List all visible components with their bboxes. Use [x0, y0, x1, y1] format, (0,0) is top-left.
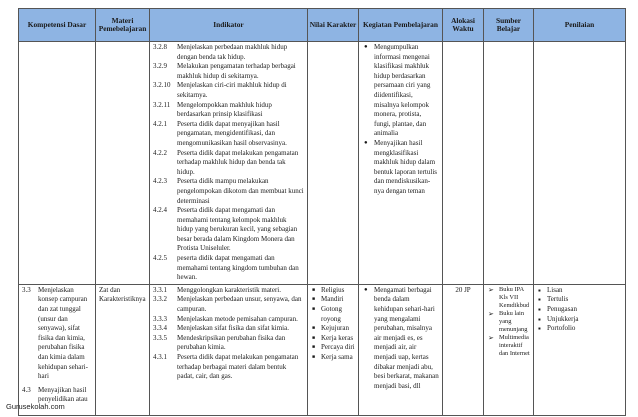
header-penilaian: Penilaian	[534, 9, 626, 42]
item-number: 4.3.1	[153, 353, 167, 361]
numbered-item	[153, 81, 304, 100]
item-number: 3.3	[22, 285, 31, 294]
nilai-item: ■ Mandiri	[321, 295, 355, 305]
numbered-item	[153, 177, 304, 206]
item-number: 3.3.1	[153, 285, 167, 294]
sumber-item: ➢ Multimedia interaktif dan Internet	[499, 334, 530, 358]
numbered-item	[153, 101, 304, 120]
item-number: 3.2.10	[153, 81, 171, 90]
item-text: Menjelaskan ciri-ciri makhluk hidup di sekitarnya.	[177, 81, 287, 99]
header-sumber: Sumber Belajar	[484, 9, 534, 42]
item-text: Menjelaskan sifat fisika dan sifat kimia.	[177, 324, 289, 333]
kegiatan-item: ● Menyajikan hasil mengklasifikasi makhluk hidup dalam bentuk laporan tertulis dan mendiskusikan-nya dengan teman	[374, 139, 439, 197]
item-text: Menjelaskan konsep campuran dan zat tunggal (unsur dan senyawa), sifat fisika dan kimia, perubahan fisika dan kimia dalam kehidupan sehari-hari	[38, 285, 88, 381]
item-text: peserta didik dapat mengamati dan memahami tentang kingdom tumbuhan dan hewan.	[177, 254, 299, 282]
row1-materi-cell	[96, 42, 150, 285]
item-number: 4.2.4	[153, 206, 167, 215]
header-materi: Materi Pemebelajaran	[96, 9, 150, 42]
row2-alokasi-cell	[443, 284, 484, 415]
header-nilai-karakter: Nilai Karakter	[308, 9, 359, 42]
table-row	[19, 284, 626, 415]
item-text: Peserta didik dapat melakukan pengamatan terhadap makhluk hidup dan benda tak hidup.	[177, 148, 299, 176]
sumber-item: ➢ Buku lain yang menunjang	[499, 310, 530, 334]
item-text: Peserta didik mampu melakukan pengelompokan dikotom dan membuat kunci determinasi	[177, 177, 304, 205]
item-number: 3.3.4	[153, 324, 167, 333]
alokasi-text: 20 JP	[455, 285, 471, 294]
item-number: 4.2.1	[153, 119, 167, 128]
kegiatan-list	[362, 43, 439, 197]
header-indikator: Indikator	[150, 9, 308, 42]
table-row	[19, 42, 626, 285]
item-text: Menyajikan hasil penyelidikan atau	[38, 385, 88, 404]
numbered-item	[153, 206, 304, 254]
nilai-item: ■ Kejujuran	[321, 324, 355, 334]
sumber-list	[487, 286, 530, 358]
header-kompetensi-dasar: Kompetensi Dasar	[19, 9, 96, 42]
kegiatan-list	[362, 286, 439, 392]
item-text: Peserta didik dapat menyajikan hasil pengamatan, mengidentifikasi, dan mengomunikasikan hasil observasinya.	[177, 119, 287, 147]
kegiatan-item: ● Mengamati berbagai benda dalam kehidupan sehari-hari yang mengalami perubahan, misalnya air menjadi es, es menjadi air, air menjadi uap, kertas dibakar menjadi abu, besi berkarat, makanan menjadi basi, dll	[374, 286, 439, 392]
item-number: 3.2.9	[153, 62, 167, 71]
nilai-item: ■ Kerja keras	[321, 334, 355, 344]
numbered-item	[153, 315, 304, 325]
item-text: Menjelaskan perbedaan makhluk hidup dengan benda tak hidup.	[177, 43, 288, 61]
item-text: Peserta didik dapat mengamati dan memahami tentang kelompok makhluk hidup yang berukuran kecil, yang sebagian besar berada dalam Kingdom Monera dan Protista Uniseluler.	[177, 206, 298, 253]
row1-kegiatan-cell	[359, 42, 443, 285]
nilai-item: ■ Religius	[321, 286, 355, 296]
row1-kd-cell	[19, 42, 96, 285]
item-text: Mendeskripsikan perubahan fisika dan perubahan kimia.	[177, 333, 286, 352]
indikator-list	[150, 42, 307, 284]
row2-kegiatan-cell	[359, 284, 443, 415]
syllabus-table	[18, 8, 626, 416]
kd-list	[19, 285, 95, 410]
row1-penilaian-cell	[534, 42, 626, 285]
item-number: 4.2.5	[153, 254, 167, 263]
item-text: Menjelaskan perbedaan unsur, senyawa, dan campuran.	[177, 295, 302, 314]
item-number: 3.3.5	[153, 333, 167, 342]
item-number: 4.2.2	[153, 148, 167, 157]
numbered-item	[153, 334, 304, 353]
item-number: 3.2.11	[153, 100, 171, 109]
penilaian-item: ▪ Portofolio	[547, 324, 622, 334]
item-number: 4.3	[22, 385, 31, 394]
footer-watermark: Gurusekolah.com	[6, 402, 65, 411]
numbered-item	[153, 286, 304, 296]
numbered-item	[153, 43, 304, 62]
item-text: Mengelompokkan makhluk hidup berdasarkan prinsip klasifikasi	[177, 100, 272, 119]
row2-materi-cell	[96, 284, 150, 415]
materi-text: Zat dan Karakteristiknya	[99, 285, 146, 304]
row1-alokasi-cell	[443, 42, 484, 285]
nilai-item: ■ Kerja sama	[321, 353, 355, 363]
item-number: 3.2.8	[153, 43, 167, 51]
numbered-item	[153, 149, 304, 178]
item-number: 4.2.3	[153, 177, 167, 186]
numbered-item	[153, 120, 304, 149]
numbered-item	[153, 295, 304, 314]
row1-sumber-cell	[484, 42, 534, 285]
numbered-item	[22, 286, 92, 382]
item-number: 3.3.3	[153, 314, 167, 323]
numbered-item	[153, 254, 304, 283]
header-kegiatan: Kegiatan Pembelajaran	[359, 9, 443, 42]
numbered-item	[153, 62, 304, 81]
sumber-item: ➢ Buku IPA Kls VII Kemdikbud	[499, 286, 530, 310]
item-text: Menjelaskan metode pemisahan campuran.	[177, 314, 298, 323]
penilaian-item: ▪ Lisan	[547, 286, 622, 296]
row1-nilai-cell	[308, 42, 359, 285]
penilaian-item: ▪ Penugasan	[547, 305, 622, 315]
row1-indikator-cell	[150, 42, 308, 285]
penilaian-item: ▪ Tertulis	[547, 295, 622, 305]
row2-sumber-cell	[484, 284, 534, 415]
header-row	[19, 9, 626, 42]
row2-penilaian-cell	[534, 284, 626, 415]
header-alokasi: Alokasi Waktu	[443, 9, 484, 42]
item-number: 3.3.2	[153, 295, 167, 304]
item-text: Peserta didik dapat melakukan pengamatan terhadap berbagai materi dalam bentuk padat, cair, dan gas.	[177, 353, 299, 381]
kegiatan-item: ● Mengumpulkan informasi mengenai klasifikasi makhluk hidup berdasarkan persamaan ciri yang diidentifikasi, misalnya kelompok monera, protista, fungi, plantae, dan animalia	[374, 43, 439, 139]
nilai-item: ■ Percaya diri	[321, 343, 355, 353]
item-text: Menggolongkan karakteristik materi.	[177, 285, 281, 294]
row2-kd-cell	[19, 284, 96, 415]
nilai-list	[311, 286, 355, 363]
row2-nilai-cell	[308, 284, 359, 415]
nilai-item: ■ Gotong royong	[321, 305, 355, 324]
indikator-list	[150, 285, 307, 383]
penilaian-item: ▪ Unjukkerja	[547, 315, 622, 325]
row2-indikator-cell	[150, 284, 308, 415]
numbered-item	[153, 324, 304, 334]
item-text: Melakukan pengamatan terhadap berbagai makhluk hidup di sekitarnya.	[177, 62, 296, 80]
numbered-item	[153, 353, 304, 382]
penilaian-list	[537, 286, 622, 334]
